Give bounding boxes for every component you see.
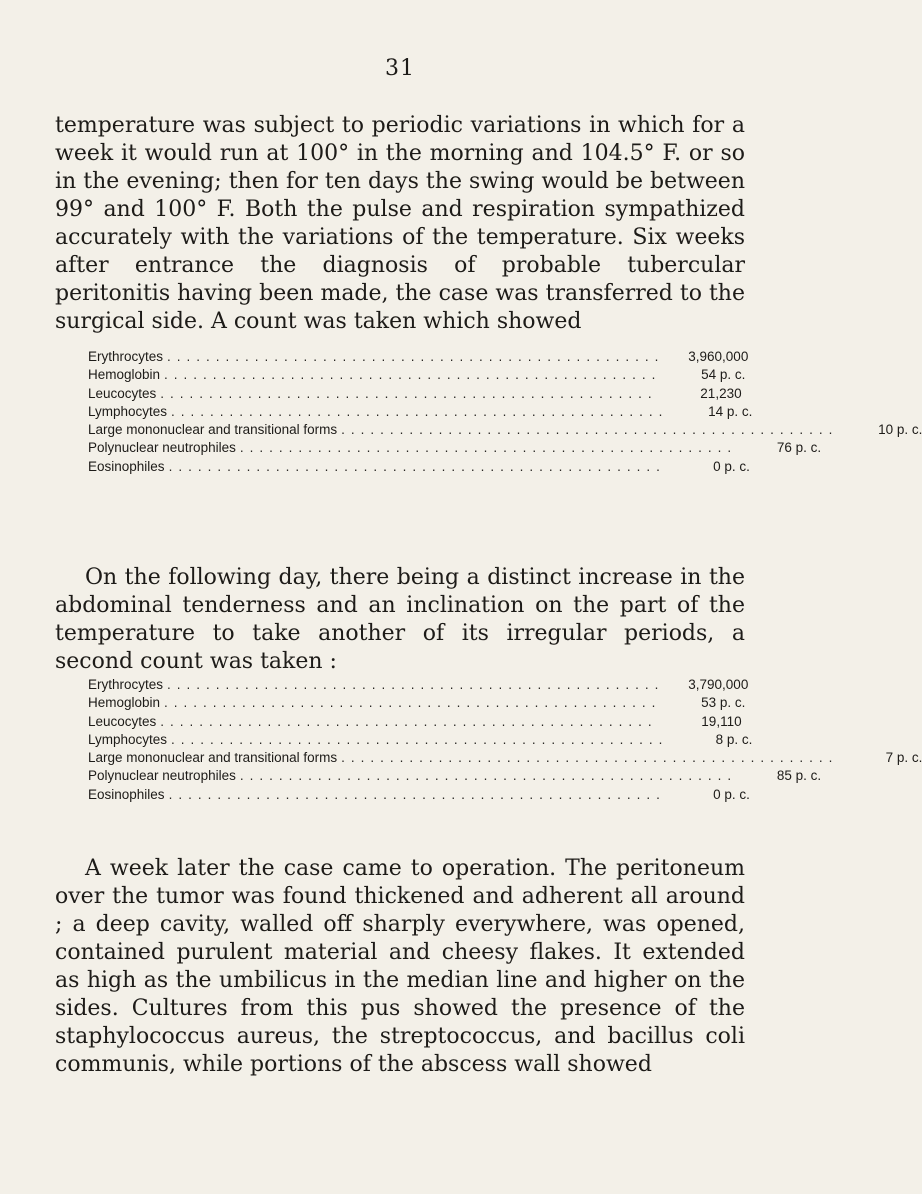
row-label: Eosinophiles — [88, 458, 165, 474]
table-row — [88, 676, 749, 694]
table-row — [88, 403, 753, 421]
table-row — [88, 731, 753, 749]
row-label: Erythrocytes — [88, 349, 164, 364]
row-value: 85 p. c. — [776, 768, 822, 784]
row-value: 76 p. c. — [776, 440, 822, 456]
paragraph-temperature: temperature was subject to periodic variations in which for a week it would run at 100° in the morning and 104.5° F. or so in the evening; then for ten days the swing would be between 99° and 100° F. Both the pulse and respiration sympathized accurately with the variations of the temperature. Six weeks after entrance the diagnosis of probable tubercular peritonitis having been made, the case was transferred to the surgical side. A count was taken which showed — [55, 113, 745, 334]
row-value: 8 p. c. — [715, 731, 753, 747]
table-row — [88, 385, 742, 403]
row-label: Large mononuclear and transitional forms — [88, 422, 338, 438]
table-row — [88, 767, 822, 785]
leader-dots: ................................................... — [168, 786, 666, 802]
row-value: 7 p. c. — [885, 750, 922, 766]
table-row — [88, 713, 742, 731]
row-value: 0 p. c. — [713, 458, 750, 474]
leader-dots: ................................................... — [239, 768, 738, 784]
table-row — [88, 421, 922, 439]
table-row — [88, 786, 750, 804]
row-label: Lymphocytes — [88, 731, 168, 747]
row-value: 19,110 — [701, 713, 742, 729]
row-value: 53 p. c. — [701, 695, 746, 711]
table-row — [88, 749, 922, 767]
page-number: 31 — [385, 56, 415, 81]
leader-dots: ................................................... — [239, 440, 738, 456]
table-row — [88, 366, 746, 384]
leader-dots: ................................................... — [341, 422, 839, 438]
table-row — [88, 458, 750, 476]
leader-dots: ................................................... — [167, 677, 665, 692]
table-row — [88, 439, 822, 457]
leader-dots: ................................................... — [160, 385, 658, 401]
row-label: Hemoglobin — [88, 695, 161, 711]
row-label: Polynuclear neutrophiles — [88, 440, 236, 456]
row-label: Hemoglobin — [88, 367, 161, 383]
row-value: 14 p. c. — [708, 403, 753, 419]
row-label: Leucocytes — [88, 713, 157, 729]
row-value: 54 p. c. — [701, 367, 746, 383]
row-label: Large mononuclear and transitional forms — [88, 750, 338, 766]
row-label: Lymphocytes — [88, 403, 168, 419]
leader-dots: ................................................... — [341, 750, 839, 766]
leader-dots: ................................................... — [167, 349, 665, 364]
row-value: 3,790,000 — [688, 677, 749, 692]
leader-dots: ................................................... — [168, 458, 666, 474]
row-label: Polynuclear neutrophiles — [88, 768, 236, 784]
leader-dots: ................................................... — [164, 367, 662, 383]
leader-dots: ................................................... — [171, 731, 669, 747]
table-row — [88, 694, 746, 712]
paragraph-second-count: On the following day, there being a distinct increase in the abdominal tenderness and an inclination on the part of the temperature to take another of its irregular periods, a second count was taken : — [55, 565, 745, 674]
row-label: Leucocytes — [88, 385, 157, 401]
paragraph-operation: A week later the case came to operation. The peritoneum over the tumor was found thickened and adherent all around ; a deep cavity, walled off sharply everywhere, was opened, contained purulent material and cheesy flakes. It extended as high as the umbilicus in the median line and higher on the sides. Cultures from this pus showed the presence of the staphylococcus aureus, the streptococcus, and bacillus coli communis, while portions of the abscess wall showed — [55, 856, 745, 1077]
leader-dots: ................................................... — [164, 695, 662, 711]
row-label: Erythrocytes — [88, 677, 164, 692]
leader-dots: ................................................... — [160, 713, 658, 729]
row-value: 3,960,000 — [688, 349, 749, 364]
row-value: 10 p. c. — [878, 422, 922, 438]
blood-count-table-second — [88, 676, 922, 804]
row-value: 0 p. c. — [713, 786, 750, 802]
row-value: 21,230 — [700, 385, 742, 401]
row-label: Eosinophiles — [88, 786, 165, 802]
leader-dots: ................................................... — [171, 403, 669, 419]
blood-count-table-first — [88, 348, 922, 476]
table-row — [88, 348, 749, 366]
